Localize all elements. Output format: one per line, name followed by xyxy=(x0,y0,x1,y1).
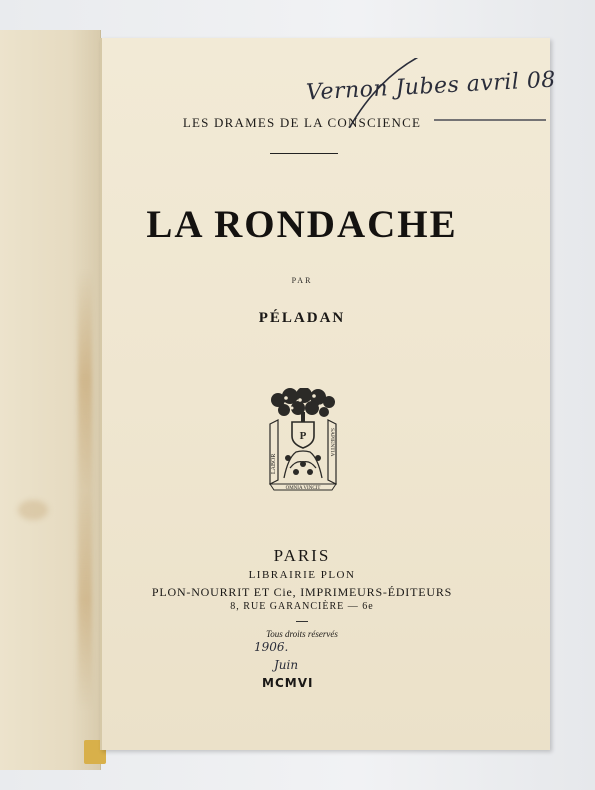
title-page xyxy=(100,38,557,750)
emblem-bottom-motto: OMNIA VINCIT xyxy=(285,486,321,491)
publication-city: PARIS xyxy=(273,546,331,565)
emblem-monogram: P xyxy=(299,430,307,442)
foxing-stain xyxy=(78,270,92,710)
rights-notice: Tous droits réservés xyxy=(266,629,338,639)
by-word: PAR xyxy=(291,276,313,285)
imprint-line: PLON-NOURRIT ET Cie, IMPRIMEURS-ÉDITEURS xyxy=(151,585,453,599)
series-title: LES DRAMES DE LA CONSCIENCE xyxy=(182,115,422,130)
book-title: LA RONDACHE xyxy=(146,203,458,246)
publisher-emblem-icon xyxy=(266,388,340,492)
handwritten-note: Juin xyxy=(274,658,299,672)
publisher-name: LIBRAIRIE PLON xyxy=(248,569,356,581)
emblem-right-motto: SAPIENTIA xyxy=(329,428,335,457)
emblem-left-motto: LABOR xyxy=(271,453,277,474)
rule-divider xyxy=(270,153,338,154)
facing-page xyxy=(0,30,101,770)
handwritten-year: 1906. xyxy=(254,640,289,654)
foxing-spot xyxy=(18,500,48,520)
author-name: PÉLADAN xyxy=(258,310,346,326)
publisher-address: 8, RUE GARANCIÈRE — 6e xyxy=(230,601,374,612)
small-rule xyxy=(296,621,308,622)
roman-year: MCMVI xyxy=(262,676,314,690)
inscription-text: Vernon Jubes avril 08 xyxy=(305,67,557,106)
